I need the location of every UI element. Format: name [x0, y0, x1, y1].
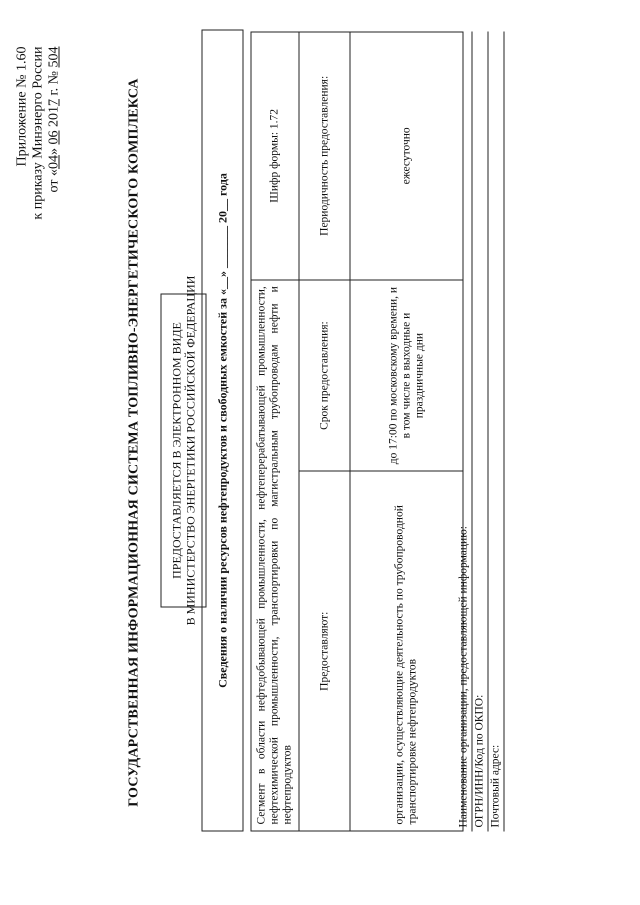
- appendix-date: от «04» 06 2017 г. № 504: [46, 46, 61, 192]
- header-deadline: Срок предоставления:: [299, 279, 350, 471]
- electronic-submission-box: [160, 275, 206, 625]
- header-period: Периодичность предоставления:: [299, 32, 350, 280]
- report-subject: Сведения о наличии ресурсов нефтепродуктов и свободных емкостей за «__» _______ 20__ года: [201, 29, 243, 831]
- form-info-table: [250, 31, 463, 831]
- cell-deadline: до 17:00 по московскому времени, и в том числе в выходные и праздничные дни: [350, 279, 463, 471]
- document-title: ГОСУДАРСТВЕННАЯ ИНФОРМАЦИОННАЯ СИСТЕМА ТОПЛИВНО-ЭНЕРГЕТИЧЕСКОГО КОМПЛЕКСА: [126, 77, 141, 807]
- header-provide: Предоставляют:: [299, 471, 350, 831]
- form-code-cell: Шифр формы: 1.72: [251, 32, 299, 280]
- submission-line-2: В МИНИСТЕРСТВО ЭНЕРГЕТИКИ РОССИЙСКОЙ ФЕДЕРАЦИИ: [183, 275, 197, 625]
- segment-cell: Сегмент в области нефтедобывающей промышленности, нефтеперерабатывающей промышленности, нефтехимической промышленности, транспортировки по магистральным трубопроводам нефти и нефтепродуктов: [251, 279, 299, 830]
- cell-provide: организации, осуществляющие деятельность по трубопроводной транспортировке нефтепродуктов: [350, 471, 463, 831]
- org-name-line: Наименование организации, предоставляющей информацию:: [456, 31, 472, 831]
- submission-line-1: ПРЕДОСТАВЛЯЕТСЯ В ЭЛЕКТРОННОМ ВИДЕ: [169, 321, 183, 579]
- organization-details: [456, 31, 504, 831]
- cell-period: ежесуточно: [350, 32, 463, 280]
- appendix-order: к приказу Минэнерго России: [30, 46, 45, 220]
- appendix-note: [14, 46, 62, 219]
- org-address-line: Почтовый адрес:: [488, 31, 504, 831]
- appendix-number: Приложение № 1.60: [14, 46, 29, 166]
- org-ogrn-line: ОГРН/ИНН/Код по ОКПО:: [472, 31, 488, 831]
